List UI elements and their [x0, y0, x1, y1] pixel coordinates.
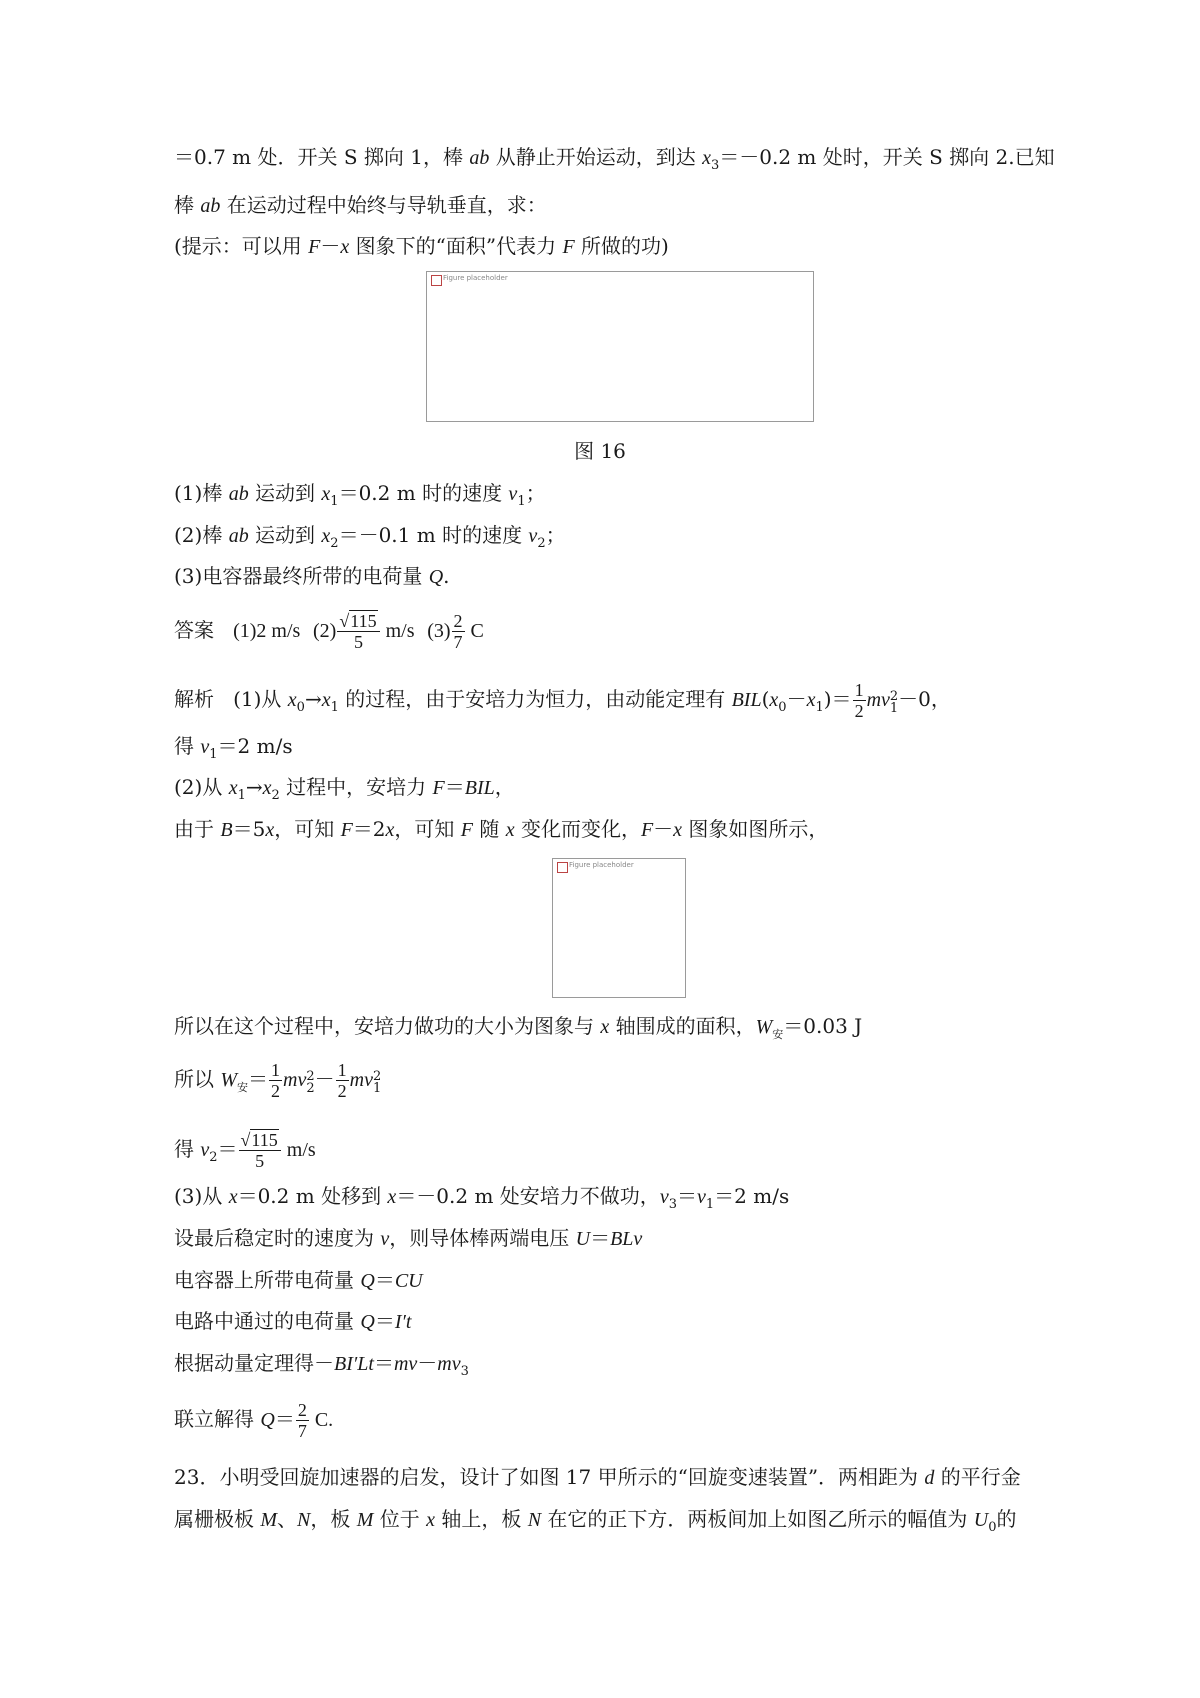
- text-segment: (3)从: [174, 1184, 229, 1208]
- text-segment: ＝0.2 m 时的速度: [338, 481, 509, 505]
- text-segment: (3)电容器最终所带的电荷量: [174, 564, 429, 588]
- subscript: 1: [237, 788, 246, 803]
- var-W: W: [755, 1016, 773, 1038]
- text-segment: ＝: [274, 1407, 295, 1431]
- text-segment: ＝0.03 J: [783, 1014, 863, 1038]
- var-M: M: [260, 1509, 278, 1531]
- var-x: x: [673, 819, 683, 841]
- solution-line-12: [174, 1349, 469, 1378]
- sup-sub-stack: 2 1: [889, 689, 899, 716]
- solution-label: 解析: [174, 687, 214, 711]
- var-BIL: BIL: [731, 689, 762, 711]
- text-segment: 从静止开始运动，到达: [489, 145, 703, 169]
- arrow: →: [304, 687, 322, 711]
- solution-line-13: [174, 1400, 333, 1441]
- solution-line-11: [174, 1307, 411, 1336]
- text-segment: 得: [174, 1137, 201, 1161]
- text-segment: ＝: [590, 1226, 611, 1250]
- fraction: $\frac{2}{7}$: [297, 1400, 307, 1441]
- text-segment: ，: [494, 775, 515, 799]
- subscript: 0: [296, 700, 305, 715]
- var-v: v: [380, 1228, 390, 1250]
- var-CU: CU: [394, 1270, 423, 1292]
- broken-image-icon: [557, 862, 568, 873]
- unit: m/s: [380, 620, 415, 642]
- text-segment: 属栅极板: [174, 1507, 261, 1531]
- text-segment: ；: [545, 523, 566, 547]
- text-segment: －0，: [898, 687, 951, 711]
- solution-line-7: [174, 1130, 316, 1171]
- var-ab: ab: [469, 147, 490, 169]
- answer-2-prefix: (2): [313, 620, 337, 642]
- answer-label: 答案: [174, 618, 214, 642]
- var-x: x: [287, 689, 297, 711]
- var-N: N: [297, 1509, 311, 1531]
- text-segment: 的过程，由于安培力为恒力，由动能定理有: [338, 687, 732, 711]
- subscript: 0: [988, 1520, 997, 1535]
- subscript: 1: [517, 494, 526, 509]
- figure-16-image: [426, 271, 814, 422]
- text-segment: ＝: [373, 1351, 394, 1375]
- var-mv: mv: [349, 1069, 373, 1091]
- text-segment: －: [417, 1351, 438, 1375]
- var-BLv: BLv: [610, 1228, 643, 1250]
- figure-16-caption: 图 16: [574, 439, 626, 463]
- var-x: x: [228, 777, 238, 799]
- text-segment: (2)棒: [174, 523, 229, 547]
- var-mv: mv: [283, 1069, 307, 1091]
- solution-line-1: [174, 680, 951, 721]
- text-segment: 位于: [373, 1507, 427, 1531]
- text-segment: 电路中通过的电荷量: [174, 1309, 361, 1333]
- var-x: x: [702, 147, 711, 169]
- var-BIL: BIL: [464, 777, 495, 799]
- fraction: $\frac{√115}{5}$: [239, 1130, 281, 1171]
- subscript: 2: [537, 536, 546, 551]
- text-segment: 所以: [174, 1067, 221, 1091]
- text-segment: ＝: [374, 1309, 395, 1333]
- text-segment: 的平行金: [934, 1465, 1021, 1489]
- text-segment: ，可知: [274, 817, 341, 841]
- text-segment: 轴上，板: [435, 1507, 528, 1531]
- fraction: $\frac{√115}{5}$: [337, 611, 379, 652]
- var-F: F: [562, 236, 575, 258]
- hint-line: [174, 232, 669, 261]
- text-segment: (1)从: [233, 687, 288, 711]
- var-x: x: [769, 689, 779, 711]
- text-segment: ＝: [248, 1067, 269, 1091]
- text-segment: 在它的正下方．两板间加上如图乙所示的幅值为: [541, 1507, 974, 1531]
- question-1: [174, 479, 546, 508]
- var-Q: Q: [360, 1311, 375, 1333]
- text-segment: ，板: [310, 1507, 357, 1531]
- var-ab: ab: [200, 195, 221, 217]
- var-x: x: [321, 483, 331, 505]
- text-segment: ，则导体棒两端电压: [389, 1226, 576, 1250]
- var-x: x: [340, 236, 350, 258]
- subscript: 2: [209, 1150, 218, 1165]
- text-segment: ＝－0.1 m 时的速度: [338, 523, 529, 547]
- var-B: B: [220, 819, 233, 841]
- var-ab: ab: [228, 483, 249, 505]
- text-segment: 在运动过程中始终与导轨垂直，求：: [220, 193, 547, 217]
- var-F: F: [460, 819, 473, 841]
- subscript: 1: [815, 700, 824, 715]
- text-segment: ＝－0.2 m 处时，开关 S 掷向 2.已知: [719, 145, 1055, 169]
- text-segment: ＝5: [232, 817, 266, 841]
- var-mv: mv: [393, 1353, 418, 1375]
- var-v: v: [200, 736, 210, 758]
- unit: C: [465, 620, 484, 642]
- var-U: U: [973, 1509, 989, 1531]
- arrow: →: [245, 775, 263, 799]
- solution-line-9: [174, 1224, 642, 1253]
- figure-f-x-graph-image: [552, 858, 686, 998]
- text-segment: －: [314, 1067, 335, 1091]
- subscript: 1: [705, 1197, 715, 1212]
- broken-image-icon: [431, 275, 442, 286]
- var-x: x: [228, 1186, 238, 1208]
- text-segment: 轴围成的面积，: [609, 1014, 756, 1038]
- problem-text-line-2: [174, 191, 547, 220]
- text-segment: (2)从: [174, 775, 229, 799]
- text-segment: 电容器上所带电荷量: [174, 1268, 361, 1292]
- var-mv: mv: [866, 689, 890, 711]
- text-segment: (: [761, 687, 770, 711]
- var-x: x: [265, 819, 275, 841]
- text-segment: .: [443, 564, 450, 588]
- subscript: 2: [271, 788, 280, 803]
- answer-1: (1)2 m/s: [233, 620, 301, 642]
- text-segment: ＝2 m/s: [714, 1184, 790, 1208]
- var-x: x: [806, 689, 816, 711]
- text-segment: )＝: [823, 687, 852, 711]
- var-Q: Q: [260, 1409, 275, 1431]
- var-F: F: [432, 777, 445, 799]
- text-segment: 得: [174, 734, 201, 758]
- var-mv: mv: [437, 1353, 461, 1375]
- text-segment: 随: [472, 817, 506, 841]
- var-v: v: [659, 1186, 669, 1208]
- text-segment: 图象如图所示，: [682, 817, 829, 841]
- text-segment: ，可知: [394, 817, 461, 841]
- subscript: 1: [330, 494, 339, 509]
- solution-line-3: [174, 773, 515, 802]
- var-Q: Q: [360, 1270, 375, 1292]
- var-U: U: [575, 1228, 591, 1250]
- var-x: x: [505, 819, 515, 841]
- subscript: 3: [710, 158, 720, 173]
- text-segment: 23．小明受回旋加速器的启发，设计了如图 17 甲所示的“回旋变速装置”．两相距为: [174, 1465, 925, 1489]
- subscript: 1: [209, 747, 218, 762]
- text-segment: 根据动量定理得－: [174, 1351, 334, 1375]
- var-F: F: [640, 819, 654, 841]
- text-segment: (1)棒: [174, 481, 229, 505]
- text-segment: 过程中，安培力: [279, 775, 433, 799]
- var-ab: ab: [228, 525, 249, 547]
- text-segment: 运动到: [248, 481, 322, 505]
- fraction: $\frac{1}{2}$: [854, 680, 864, 721]
- problem-23-line-2: [174, 1505, 1017, 1534]
- sup-sub-stack: 2 2: [306, 1069, 315, 1096]
- solution-line-5: [174, 1012, 862, 1041]
- var-d: d: [924, 1467, 935, 1489]
- fraction: $\frac{2}{7}$: [453, 611, 463, 652]
- text-segment: 联立解得: [174, 1407, 261, 1431]
- subscript: 安: [772, 1028, 784, 1041]
- text-segment: ＝－0.2 m 处安培力不做功，: [396, 1184, 660, 1208]
- text-segment: ＝0.7 m 处．开关 S 掷向 1，棒: [174, 145, 470, 169]
- text-segment: 所以在这个过程中，安培力做功的大小为图象与: [174, 1014, 601, 1038]
- text-segment: ；: [525, 481, 546, 505]
- var-x: x: [321, 689, 331, 711]
- text-segment: (提示：可以用: [174, 234, 309, 258]
- answer-line: [174, 611, 484, 652]
- text-segment: －: [320, 234, 341, 258]
- text-segment: 运动到: [248, 523, 322, 547]
- text-segment: ＝: [444, 775, 465, 799]
- subscript: 2: [330, 536, 339, 551]
- solution-line-2: [174, 732, 293, 761]
- fraction: $\frac{1}{2}$: [271, 1060, 281, 1101]
- text-segment: ＝: [676, 1184, 697, 1208]
- text-segment: ＝: [374, 1268, 395, 1292]
- solution-line-6: [174, 1060, 381, 1101]
- problem-23-line-1: [174, 1463, 1021, 1492]
- subscript: 0: [778, 700, 787, 715]
- var-v: v: [696, 1186, 706, 1208]
- var-x: x: [600, 1016, 610, 1038]
- text-segment: －: [653, 817, 674, 841]
- var-N: N: [527, 1509, 542, 1531]
- text-segment: ＝2: [352, 817, 386, 841]
- text-segment: 由于: [174, 817, 221, 841]
- text-segment: ＝2 m/s: [217, 734, 293, 758]
- subscript: 3: [460, 1364, 469, 1379]
- var-x: x: [321, 525, 331, 547]
- var-Q: Q: [428, 566, 444, 588]
- sup-sub-stack: 2 1: [372, 1069, 382, 1096]
- subscript: 安: [237, 1081, 249, 1094]
- text-segment: ＝0.2 m 处移到: [237, 1184, 388, 1208]
- text-segment: 的: [996, 1507, 1017, 1531]
- text-segment: 图象下的“面积”代表力: [349, 234, 563, 258]
- var-v: v: [528, 525, 538, 547]
- text-segment: 设最后稳定时的速度为: [174, 1226, 381, 1250]
- fraction: $\frac{1}{2}$: [337, 1060, 347, 1101]
- image-alt-text: Figure placeholder: [443, 274, 508, 282]
- var-x: x: [387, 1186, 397, 1208]
- solution-line-10: [174, 1266, 423, 1295]
- text-segment: ＝: [217, 1137, 238, 1161]
- var-v: v: [508, 483, 518, 505]
- var-W: W: [220, 1069, 238, 1091]
- text-segment: 棒: [174, 193, 201, 217]
- question-3: [174, 562, 450, 591]
- solution-line-4: [174, 815, 828, 844]
- var-M: M: [356, 1509, 374, 1531]
- solution-line-8: [174, 1182, 789, 1211]
- text-segment: C.: [309, 1409, 334, 1431]
- answer-3-prefix: (3): [427, 620, 451, 642]
- var-x: x: [385, 819, 395, 841]
- text-segment: 、: [277, 1507, 298, 1531]
- var-F: F: [308, 236, 321, 258]
- question-2: [174, 521, 566, 550]
- problem-text-line-1: [174, 143, 1055, 172]
- subscript: 3: [668, 1197, 677, 1212]
- var-BILt: BI′Lt: [334, 1353, 374, 1375]
- var-F: F: [340, 819, 353, 841]
- var-v: v: [200, 1139, 210, 1161]
- text-segment: 变化而变化，: [514, 817, 641, 841]
- var-x: x: [426, 1509, 436, 1531]
- image-alt-text: Figure placeholder: [569, 861, 634, 869]
- text-segment: 所做的功): [574, 234, 669, 258]
- unit: m/s: [281, 1139, 316, 1161]
- var-x: x: [262, 777, 272, 799]
- text-segment: －: [786, 687, 807, 711]
- var-It: I′t: [394, 1311, 412, 1333]
- subscript: 1: [330, 700, 339, 715]
